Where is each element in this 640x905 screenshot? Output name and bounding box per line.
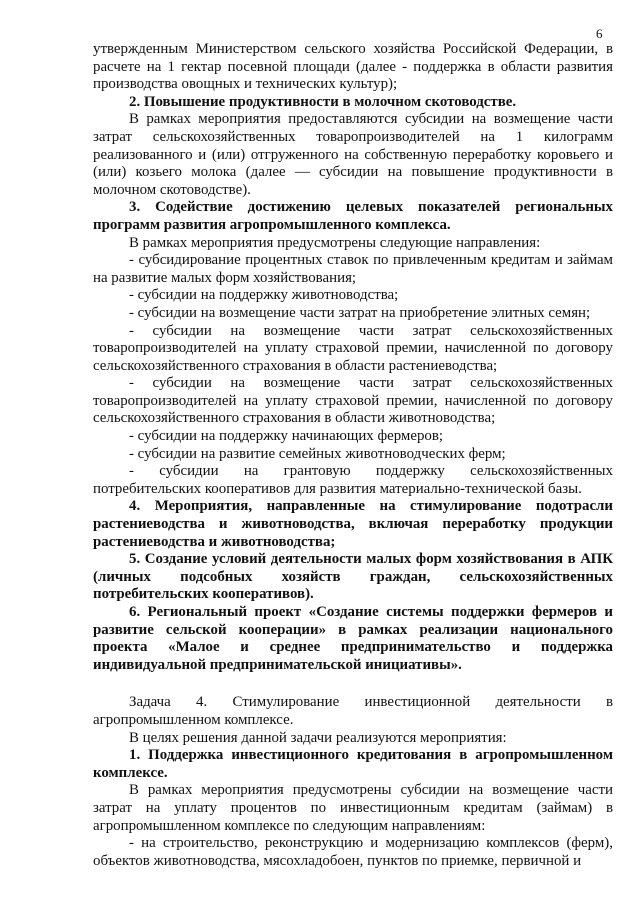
document-body [93,41,613,870]
section-heading: 5. Создание условий деятельности малых форм хозяйствования в АПК (личных подсобных хозяйств граждан, сельскохозяйственных потребительских кооперативов). [93,551,613,603]
paragraph: В рамках мероприятия предусмотрены следующие направления: [129,234,541,251]
paragraph: утвержденным Министерством сельского хозяйства Российской Федерации, в расчете на 1 гектар посевной площади (далее - поддержка в области развития производства овощных и технических культур); [93,41,613,93]
list-item: - субсидии на возмещение части затрат сельскохозяйственных товаропроизводителей на уплату страховой премии, начисленной по договору сельскохозяйственного страхования в области животноводства; [93,375,613,427]
list-item: - субсидии на развитие семейных животноводческих ферм; [129,445,506,462]
list-item: - субсидирование процентных ставок по привлеченным кредитам и займам на развитие малых форм хозяйствования; [93,252,613,286]
paragraph: В целях решения данной задачи реализуются мероприятия: [129,729,507,746]
task-heading: Задача 4. Стимулирование инвестиционной деятельности в агропромышленном комплексе. [93,694,613,728]
list-item: - субсидии на грантовую поддержку сельскохозяйственных потребительских кооперативов для развития материально-технической базы. [93,463,613,497]
list-item: - субсидии на поддержку животноводства; [129,287,399,304]
list-item: - субсидии на возмещение части затрат сельскохозяйственных товаропроизводителей на уплату страховой премии, начисленной по договору сельскохозяйственного страхования в области растениеводства; [93,322,613,374]
section-heading: 3. Содействие достижению целевых показателей региональных программ развития агропромышленного комплекса. [93,199,613,233]
section-heading: 1. Поддержка инвестиционного кредитования в агропромышленном комплексе. [93,747,613,781]
section-heading: 4. Мероприятия, направленные на стимулирование подотрасли растениеводства и животноводства, включая переработку продукции растениеводства и животноводства; [93,498,613,550]
spacer [93,674,613,694]
section-heading: 2. Повышение продуктивности в молочном скотоводстве. [129,93,517,110]
page-number: 6 [596,26,603,41]
paragraph: В рамках мероприятия предусмотрены субсидии на возмещение части затрат на уплату процентов по инвестиционным кредитам (займам) в агропромышленном комплексе по следующим направлениям: [93,782,613,834]
list-item: - на строительство, реконструкцию и модернизацию комплексов (ферм), объектов животноводства, мясохладобоен, пунктов по приемке, первичной и [93,835,613,869]
list-item: - субсидии на возмещение части затрат на приобретение элитных семян; [129,304,591,321]
list-item: - субсидии на поддержку начинающих фермеров; [129,428,444,445]
paragraph: В рамках мероприятия предоставляются субсидии на возмещение части затрат сельскохозяйственных товаропроизводителей на 1 килограмм реализованного и (или) отгруженного на собственную переработку коровьего и (или) козьего молока (далее — субсидии на повышение продуктивности в молочном скотоводстве). [93,111,613,198]
section-heading: 6. Региональный проект «Создание системы поддержки фермеров и развитие сельской кооперации» в рамках реализации национального проекта «Малое и среднее предпринимательство и поддержка индивидуальной предпринимательской инициативы». [93,604,613,673]
